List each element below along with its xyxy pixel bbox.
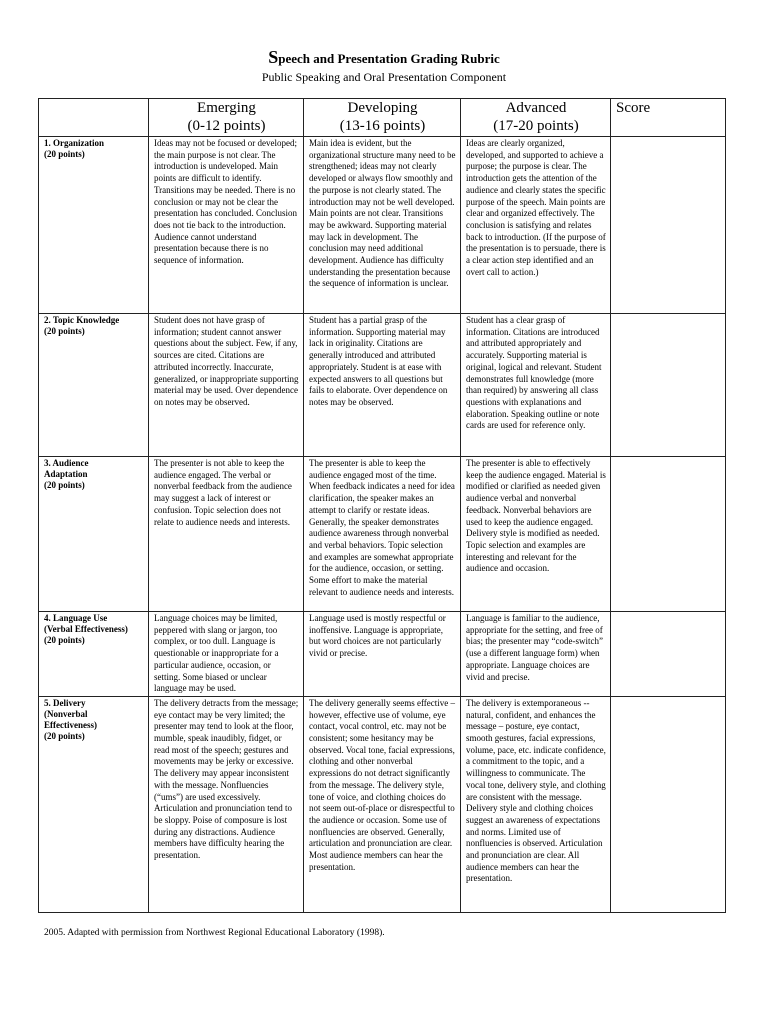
level-points: (17-20 points) xyxy=(493,118,579,134)
score-cell[interactable] xyxy=(611,612,726,697)
developing-description: The presenter is able to keep the audience engaged most of the time. When feedback indicates a need for idea clarification, the speaker makes an attempt to clarify or restate ideas. Generally, the speaker demonstrates audience awareness through nonverbal and verbal behaviors. Topic selection and examples are somewhat appropriate for the audience, occasion, or setting. Some effort to make the material relevant to audience needs and interests. xyxy=(309,458,455,597)
developing-description: Student has a partial grasp of the information. Supporting material may lack in originality. Citations are generally introduced and attributed appropriately. Student is at ease with expected answers to all questions but fails to elaborate. Over dependence on notes may be observed. xyxy=(309,315,448,407)
title-initial: S xyxy=(268,47,279,67)
rubric-row-language-use xyxy=(39,612,726,697)
score-cell[interactable] xyxy=(611,696,726,912)
advanced-description: Ideas are clearly organized, developed, and supported to achieve a purpose; the purpose is clear. The introduction gets the attention of the audience and clearly states the specific purpose of the speech. Main points are clear and organized effectively. The conclusion is satisfying and relates back to introduction. (If the purpose of the presentation is to persuade, there is a clear action step identified and an overt call to action.) xyxy=(466,138,606,277)
developing-cell xyxy=(304,696,461,912)
score-cell[interactable] xyxy=(611,314,726,457)
rubric-table xyxy=(38,98,726,913)
document-title xyxy=(0,48,768,68)
level-points: (0-12 points) xyxy=(187,118,266,134)
rubric-row-delivery xyxy=(39,696,726,912)
criterion-points: (20 points) xyxy=(44,730,85,741)
advanced-description: Student has a clear grasp of information. Citations are introduced and attributed appropriately and accurately. Supporting material is original, logical and relevant. Student demonstrates full knowledge (more than required) by answering all class questions with explanations and elaboration. Speaking outline or note cards are used for reference only. xyxy=(466,315,602,431)
criterion-label: 5. Delivery xyxy=(44,697,86,708)
emerging-cell xyxy=(149,314,304,457)
developing-header xyxy=(304,99,461,137)
advanced-cell xyxy=(461,612,611,697)
emerging-description: Student does not have grasp of information; student cannot answer questions about the subject. Few, if any, sources are cited. Citations are attributed incorrectly. Inaccurate, generalized, or inappropriate supporting material may be used. Over dependence on notes may be observed. xyxy=(154,315,299,407)
criterion-points: (20 points) xyxy=(44,480,85,490)
level-points: (13-16 points) xyxy=(339,118,426,134)
criterion-points: (20 points) xyxy=(44,326,85,336)
developing-cell xyxy=(304,457,461,612)
rubric-row-topic-knowledge xyxy=(39,314,726,457)
criterion-cell xyxy=(39,457,149,612)
score-cell[interactable] xyxy=(611,457,726,612)
criterion-label-cont: (Nonverbal xyxy=(44,708,88,719)
advanced-cell xyxy=(461,314,611,457)
score-header: Score xyxy=(611,99,726,137)
footer-note: 2005. Adapted with permission from Northwest Regional Educational Laboratory (1998). xyxy=(44,928,385,938)
criterion-cell xyxy=(39,612,149,697)
criterion-cell xyxy=(39,696,149,912)
developing-description: Main idea is evident, but the organizational structure many need to be strengthened; ideas may not clearly developed or always flow smoothly and the purpose is not clearly stated. The introduction may not be well developed. Main points are not clear. Transitions may be awkward. Supporting material may lack in development. The conclusion may need additional development. Audience has difficulty understanding the presentation because the sequence of information is unclear. xyxy=(309,138,456,289)
advanced-cell xyxy=(461,137,611,314)
emerging-cell xyxy=(149,696,304,912)
document-header xyxy=(0,48,768,85)
developing-cell xyxy=(304,612,461,697)
emerging-cell xyxy=(149,137,304,314)
criterion-label: 4. Language Use xyxy=(44,613,108,623)
developing-cell xyxy=(304,137,461,314)
title-rest: peech and Presentation Grading Rubric xyxy=(278,51,500,66)
document-subtitle: Public Speaking and Oral Presentation Component xyxy=(261,70,507,84)
rubric-row-audience-adaptation xyxy=(39,457,726,612)
advanced-description: The presenter is able to effectively keep the audience engaged. Material is modified or clarified as needed given audience verbal and nonverbal feedback. Nonverbal behaviors are used to keep the audience engaged. Delivery style is modified as needed. Topic selection and examples are interesting and relevant for the audience and occasion. xyxy=(466,458,606,574)
criterion-label-cont: Adaptation xyxy=(44,469,88,479)
advanced-cell xyxy=(461,457,611,612)
developing-description: The delivery generally seems effective – however, effective use of volume, eye contact, vocal control, etc. may not be consistent; some hesitancy may be observed. Vocal tone, facial expressions, clothing and other nonverbal expressions do not detract significantly from the message. The delivery style, tone of voice, and clothing choices do not seem out-of-place or disrespectful to the audience or occasion. Some use of nonfluencies are observed. Generally, articulation and pronunciation are clear. Most audience members can hear the presentation. xyxy=(309,697,456,872)
advanced-description: Language is familiar to the audience, appropriate for the setting, and free of bias; the presenter may “code-switch” (use a different language form) when appropriate. Language choices are vivid and precise. xyxy=(466,613,603,682)
emerging-description: The presenter is not able to keep the audience engaged. The verbal or nonverbal feedback from the audience may suggest a lack of interest or confusion. Topic selection does not relate to audience needs and interests. xyxy=(154,458,292,527)
emerging-description: The delivery detracts from the message; eye contact may be very limited; the presenter may tend to look at the floor, mumble, speak inaudibly, fidget, or read most of the speech; gestures and movements may be jerky or excessive. The delivery may appear inconsistent with the message. Nonfluencies (“ums”) are used excessively. Articulation and pronunciation tend to be sloppy. Poise of composure is lost during any distractions. Audience members have difficulty hearing the presentation. xyxy=(154,697,299,861)
level-name: Advanced xyxy=(505,100,567,116)
criterion-label: 2. Topic Knowledge xyxy=(44,315,120,325)
criterion-cell xyxy=(39,137,149,314)
developing-description: Language used is mostly respectful or inoffensive. Language is appropriate, but word choices are not particularly vivid or precise. xyxy=(309,613,446,659)
criterion-header xyxy=(39,99,149,137)
emerging-description: Language choices may be limited, peppered with slang or jargon, too complex, or too dull. Language is questionable or inappropriate for a particular audience, occasion, or setting. Some biased or unclear language may be used. xyxy=(154,613,279,694)
level-name: Emerging xyxy=(197,100,256,116)
developing-cell xyxy=(304,314,461,457)
criterion-label-cont: (Verbal Effectiveness) xyxy=(44,624,128,634)
emerging-header xyxy=(149,99,304,137)
criterion-points: (20 points) xyxy=(44,635,85,645)
criterion-label: 3. Audience xyxy=(44,458,89,468)
advanced-cell xyxy=(461,696,611,912)
criterion-points: (20 points) xyxy=(44,149,85,159)
advanced-description: The delivery is extemporaneous -- natural, confident, and enhances the message – posture, eye contact, smooth gestures, facial expressions, volume, pace, etc. indicate confidence, a commitment to the topic, and a willingness to communicate. The vocal tone, delivery style, and clothing are consistent with the message. Delivery style and clothing choices suggest an awareness of expectations and norms. Limited use of nonfluencies is observed. Articulation and pronunciation are clear. All audience members can hear the presentation. xyxy=(466,697,606,884)
header-row xyxy=(39,99,726,137)
advanced-header xyxy=(461,99,611,137)
level-name: Developing xyxy=(347,100,418,116)
emerging-cell xyxy=(149,457,304,612)
criterion-label-cont: Effectiveness) xyxy=(44,719,97,730)
criterion-cell xyxy=(39,314,149,457)
criterion-label: 1. Organization xyxy=(44,138,104,148)
emerging-cell xyxy=(149,612,304,697)
emerging-description: Ideas may not be focused or developed; the main purpose is not clear. The introduction is undeveloped. Main points are difficult to identify. Transitions may be needed. There is no conclusion or may not be clear the presentation has concluded. Conclusion does not tie back to the introduction. Audience cannot understand presentation because there is no sequence of information. xyxy=(154,138,297,266)
rubric-row-organization xyxy=(39,137,726,314)
score-cell[interactable] xyxy=(611,137,726,314)
